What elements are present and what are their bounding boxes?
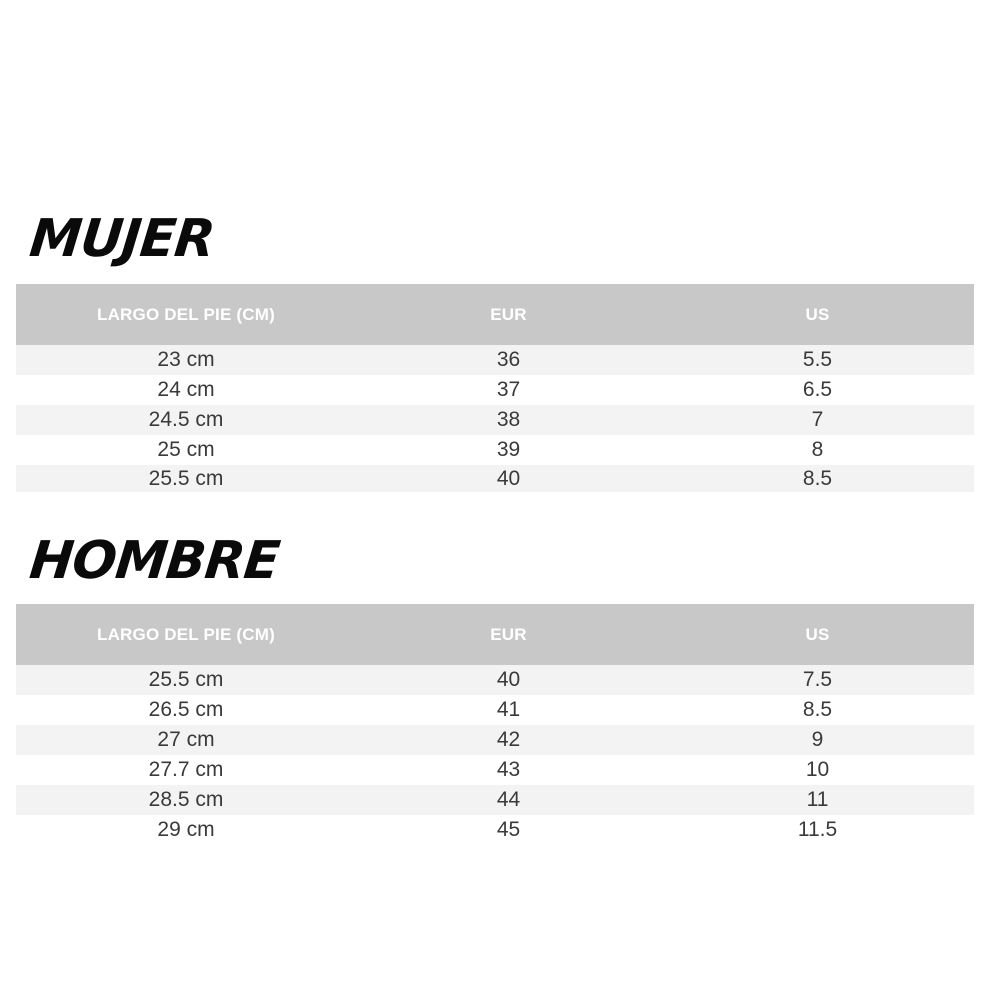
cell-foot-length: 27 cm [157,728,215,751]
cell-us: 5.5 [802,348,833,371]
table-row [16,665,974,695]
table-row [16,375,974,405]
cell-eur: 39 [496,438,521,461]
cell-us: 8.5 [802,698,833,721]
section-title-mujer: MUJER [26,209,218,269]
size-table-hombre [16,604,974,845]
column-header-foot-length: LARGO DEL PIE (CM) [96,624,275,644]
cell-us: 8 [811,438,824,461]
cell-eur: 40 [496,668,521,691]
cell-eur: 41 [496,698,521,721]
table-row [16,695,974,725]
table-row [16,465,974,492]
cell-eur: 42 [496,728,521,751]
cell-eur: 44 [496,788,521,811]
table-header [16,284,974,345]
cell-us: 7.5 [802,668,833,691]
cell-foot-length: 24 cm [157,378,215,401]
cell-us: 11.5 [797,818,838,841]
cell-foot-length: 25.5 cm [148,466,224,490]
cell-eur: 37 [496,378,521,401]
table-row [16,785,974,815]
column-header-foot-length: LARGO DEL PIE (CM) [96,304,275,324]
cell-foot-length: 28.5 cm [148,788,224,811]
table-row [16,725,974,755]
size-table-mujer [16,284,974,492]
table-row [16,345,974,375]
table-body [16,665,974,845]
table-row [16,755,974,785]
cell-eur: 43 [496,758,521,781]
cell-eur: 36 [496,348,521,371]
table-row [16,405,974,435]
table-row [16,435,974,465]
cell-foot-length: 25.5 cm [148,668,224,691]
cell-eur: 38 [496,408,521,431]
cell-foot-length: 29 cm [157,818,215,841]
cell-foot-length: 27.7 cm [148,758,224,781]
column-header-us: US [805,624,830,644]
cell-us: 11 [806,788,829,811]
cell-us: 7 [811,408,824,431]
cell-foot-length: 23 cm [157,348,215,371]
cell-eur: 45 [496,818,521,841]
table-row [16,815,974,845]
table-header [16,604,974,665]
cell-foot-length: 24.5 cm [148,408,224,431]
cell-us: 8.5 [802,466,833,490]
cell-us: 9 [811,728,824,751]
cell-foot-length: 26.5 cm [148,698,224,721]
column-header-us: US [805,304,830,324]
table-body [16,345,974,492]
section-title-hombre: HOMBRE [26,531,282,591]
column-header-eur: EUR [490,304,527,324]
cell-us: 6.5 [802,378,833,401]
cell-us: 10 [805,758,830,781]
cell-foot-length: 25 cm [157,438,215,461]
cell-eur: 40 [496,466,521,490]
column-header-eur: EUR [490,624,527,644]
